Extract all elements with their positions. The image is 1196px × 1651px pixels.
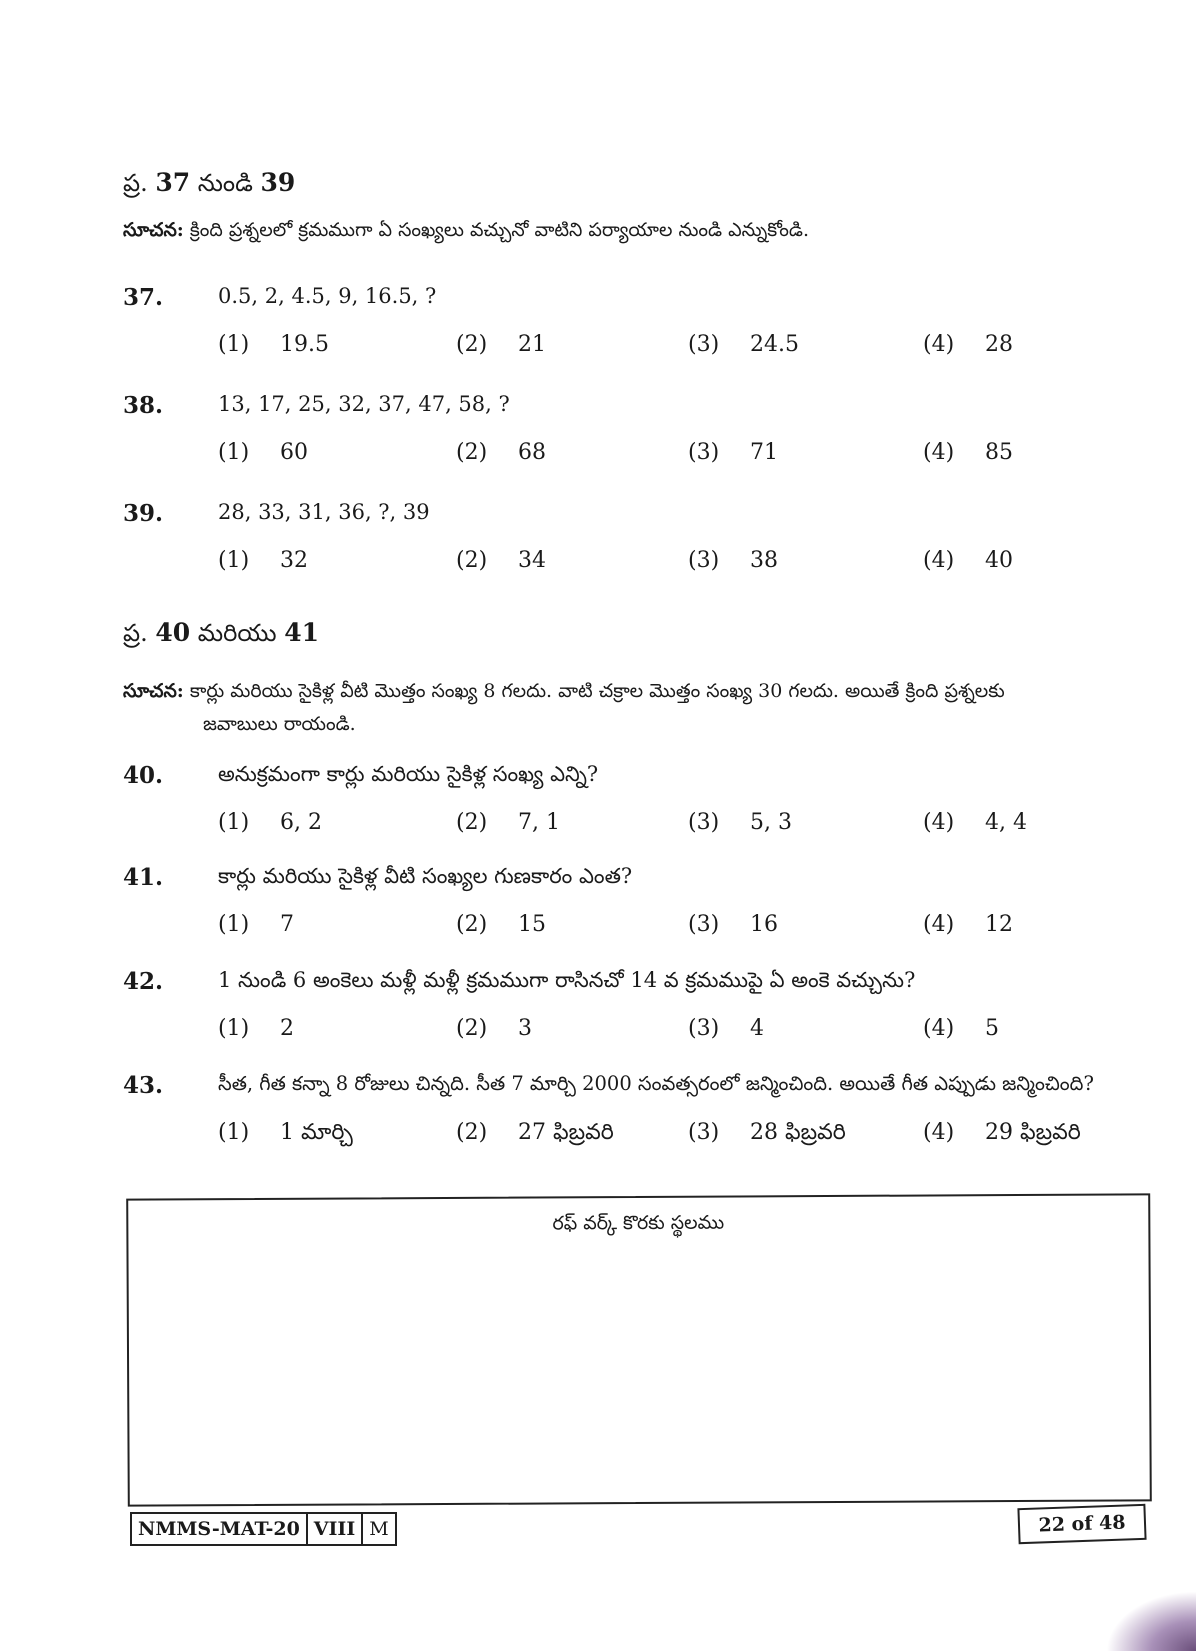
option-value: 5	[985, 1016, 999, 1041]
option-3[interactable]	[688, 548, 778, 573]
option-number: (3)	[688, 912, 720, 937]
option-value: 1 మార్చి	[280, 1120, 353, 1145]
option-number: (1)	[218, 332, 250, 357]
option-value: 4, 4	[985, 810, 1027, 835]
option-number: (3)	[688, 332, 720, 357]
question-text: 1 నుండి 6 అంకెలు మళ్లీ మళ్లీ క్రమముగా రాసినచో 14 వ క్రమముపై ఏ అంకె వచ్చును?	[218, 968, 916, 992]
option-number: (2)	[456, 1016, 488, 1041]
option-number: (4)	[923, 912, 955, 937]
option-1[interactable]	[218, 1120, 353, 1150]
option-value: 19.5	[280, 332, 329, 357]
question-text: సీత, గీత కన్నా 8 రోజులు చిన్నది. సీత 7 మార్చి 2000 సంవత్సరంలో జన్మించింది. అయితే గీత ఎప్పుడు జన్మించింది?	[218, 1072, 1094, 1095]
section-to: 39	[260, 168, 296, 197]
option-number: (4)	[923, 810, 955, 835]
option-number: (3)	[688, 440, 720, 465]
option-3[interactable]	[688, 1016, 764, 1041]
question-number: 42.	[123, 968, 164, 995]
question-41	[123, 864, 1143, 964]
option-2[interactable]	[456, 810, 560, 835]
option-value: 2	[280, 1016, 294, 1041]
option-number: (1)	[218, 810, 250, 835]
question-43	[123, 1072, 1143, 1172]
option-number: (1)	[218, 912, 250, 937]
rough-work-area[interactable]	[126, 1193, 1152, 1506]
option-number: (4)	[923, 440, 955, 465]
option-number: (1)	[218, 1016, 250, 1041]
corner-smudge	[1106, 1591, 1196, 1651]
option-value: 28	[985, 332, 1013, 357]
section-heading-37-39	[123, 168, 295, 203]
page-number: 22 of 48	[1017, 1504, 1146, 1544]
section-mid: మరియు	[197, 619, 277, 647]
option-number: (4)	[923, 332, 955, 357]
option-value: 3	[518, 1016, 532, 1041]
option-number: (2)	[456, 548, 488, 573]
section-to: 41	[284, 618, 320, 647]
option-number: (2)	[456, 912, 488, 937]
option-1[interactable]	[218, 548, 308, 573]
question-number: 39.	[123, 500, 164, 527]
exam-code-box	[130, 1512, 397, 1546]
instruction-37-39	[123, 214, 1143, 247]
instruction-text: కార్లు మరియు సైకిళ్ల వీటి మొత్తం సంఖ్య 8 గలదు. వాటి చక్రాల మొత్తం సంఖ్య 30 గలదు. అయితే క్రింది ప్రశ్నలకు	[189, 680, 1005, 702]
option-value: 4	[750, 1016, 764, 1041]
option-value: 6, 2	[280, 810, 322, 835]
option-value: 68	[518, 440, 546, 465]
option-number: (3)	[688, 1016, 720, 1041]
option-number: (4)	[923, 1120, 955, 1145]
option-value: 15	[518, 912, 546, 937]
question-text: కార్లు మరియు సైకిళ్ల వీటి సంఖ్యల గుణకారం ఎంత?	[218, 864, 633, 888]
option-value: 5, 3	[750, 810, 792, 835]
option-1[interactable]	[218, 440, 308, 465]
option-value: 24.5	[750, 332, 799, 357]
option-number: (4)	[923, 1016, 955, 1041]
option-3[interactable]	[688, 440, 778, 465]
option-value: 40	[985, 548, 1013, 573]
question-number: 41.	[123, 864, 164, 891]
option-1[interactable]	[218, 1016, 294, 1041]
question-number: 40.	[123, 762, 164, 789]
section-prefix: ప్ర.	[123, 619, 148, 647]
exam-code: NMMS-MAT-20	[132, 1514, 308, 1544]
option-2[interactable]	[456, 1016, 532, 1041]
instruction-40-41	[123, 675, 1143, 741]
option-number: (4)	[923, 548, 955, 573]
option-number: (2)	[456, 440, 488, 465]
option-4[interactable]	[923, 1120, 1081, 1150]
option-2[interactable]	[456, 1120, 614, 1150]
option-value: 7, 1	[518, 810, 560, 835]
option-value: 21	[518, 332, 546, 357]
question-number: 43.	[123, 1072, 164, 1099]
option-number: (3)	[688, 810, 720, 835]
question-38	[123, 392, 1143, 492]
option-2[interactable]	[456, 440, 546, 465]
option-value: 16	[750, 912, 778, 937]
option-2[interactable]	[456, 912, 546, 937]
option-3[interactable]	[688, 1120, 846, 1150]
option-4[interactable]	[923, 810, 1027, 835]
option-1[interactable]	[218, 810, 322, 835]
section-heading-40-41	[123, 618, 319, 653]
option-4[interactable]	[923, 912, 1013, 937]
question-text: 28, 33, 31, 36, ?, 39	[218, 500, 430, 524]
question-37	[123, 284, 1143, 384]
question-text: 0.5, 2, 4.5, 9, 16.5, ?	[218, 284, 437, 308]
section-mid: నుండి	[197, 169, 253, 197]
question-39	[123, 500, 1143, 600]
option-3[interactable]	[688, 332, 799, 357]
option-2[interactable]	[456, 332, 546, 357]
section-from: 40	[155, 618, 191, 647]
instruction-text: క్రింది ప్రశ్నలలో క్రమముగా ఏ సంఖ్యలు వచ్చునో వాటిని పర్యాయాల నుండి ఎన్నుకోండి.	[189, 219, 809, 241]
option-4[interactable]	[923, 548, 1013, 573]
option-1[interactable]	[218, 912, 294, 937]
question-text: 13, 17, 25, 32, 37, 47, 58, ?	[218, 392, 510, 416]
rough-work-title: రఫ్ వర్క్ కొరకు స్థలము	[552, 1211, 725, 1235]
option-number: (3)	[688, 548, 720, 573]
section-from: 37	[155, 168, 191, 197]
option-4[interactable]	[923, 332, 1013, 357]
option-4[interactable]	[923, 440, 1013, 465]
option-number: (1)	[218, 548, 250, 573]
option-number: (2)	[456, 810, 488, 835]
option-value: 7	[280, 912, 294, 937]
exam-class: VIII	[308, 1514, 363, 1544]
question-number: 37.	[123, 284, 164, 311]
option-number: (3)	[688, 1120, 720, 1145]
question-40	[123, 762, 1143, 862]
question-text: అనుక్రమంగా కార్లు మరియు సైకిళ్ల సంఖ్య ఎన్ని?	[218, 762, 599, 786]
option-value: 38	[750, 548, 778, 573]
instruction-label: సూచన:	[123, 680, 184, 702]
option-value: 32	[280, 548, 308, 573]
exam-medium: M	[369, 1518, 389, 1540]
option-3[interactable]	[688, 912, 778, 937]
question-42	[123, 968, 1143, 1068]
instruction-label: సూచన:	[123, 219, 184, 241]
option-number: (2)	[456, 1120, 488, 1145]
option-number: (1)	[218, 440, 250, 465]
instruction-text-continued: జవాబులు రాయండి.	[203, 713, 356, 735]
option-number: (1)	[218, 1120, 250, 1145]
option-4[interactable]	[923, 1016, 999, 1041]
question-number: 38.	[123, 392, 164, 419]
option-value: 60	[280, 440, 308, 465]
option-value: 34	[518, 548, 546, 573]
option-1[interactable]	[218, 332, 329, 357]
option-value: 12	[985, 912, 1013, 937]
option-value: 28 ఫిబ్రవరి	[750, 1120, 846, 1145]
option-value: 27 ఫిబ్రవరి	[518, 1120, 614, 1145]
option-value: 71	[750, 440, 778, 465]
option-3[interactable]	[688, 810, 792, 835]
option-number: (2)	[456, 332, 488, 357]
section-prefix: ప్ర.	[123, 169, 148, 197]
option-value: 85	[985, 440, 1013, 465]
option-value: 29 ఫిబ్రవరి	[985, 1120, 1081, 1145]
option-2[interactable]	[456, 548, 546, 573]
